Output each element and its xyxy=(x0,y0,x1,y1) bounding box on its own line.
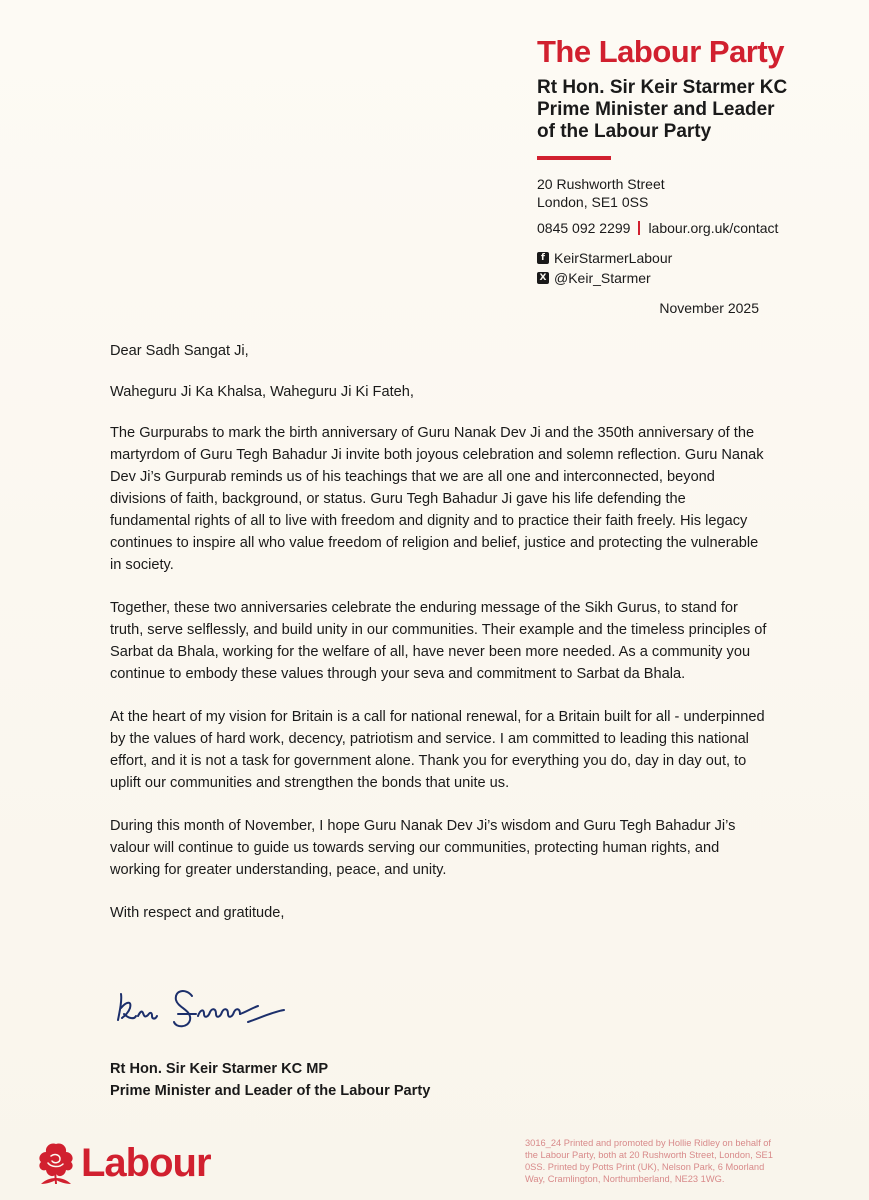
address-city: London, SE1 0SS xyxy=(537,194,649,210)
leader-title-line: Rt Hon. Sir Keir Starmer KC xyxy=(537,77,788,98)
logo-wordmark: Labour xyxy=(81,1140,211,1185)
postal-address xyxy=(537,175,665,211)
facebook-handle: KeirStarmerLabour xyxy=(554,250,673,266)
x-icon: X xyxy=(537,272,549,284)
signatory xyxy=(110,1058,430,1102)
paragraph: The Gurpurabs to mark the birth anniversary of Guru Nanak Dev Ji and the 350th anniversary of the martyrdom of Guru Tegh Bahadur Ji invite both joyous celebration and solemn reflection. Guru Nanak Dev Ji’s Gurpurab reminds us of his teachings that we are all one and interconnected, beyond divisions of faith, background, or status. Guru Tegh Bahadur Ji gave his life defending the fundamental rights of all to live with freedom and dignity and to practice their faith freely. His legacy continues to inspire all who value freedom of religion and belief, justice and protecting the vulnerable in society. xyxy=(110,425,764,573)
signature-image xyxy=(112,978,302,1038)
letterhead xyxy=(537,33,857,143)
social-links xyxy=(537,248,672,288)
leader-title xyxy=(537,77,857,143)
signatory-title: Prime Minister and Leader of the Labour Party xyxy=(110,1083,431,1099)
rose-icon xyxy=(33,1140,79,1186)
facebook-row[interactable] xyxy=(537,248,672,268)
party-name: The Labour Party xyxy=(537,34,784,69)
imprint-text: 3016_24 Printed and promoted by Hollie Ridley on behalf of the Labour Party, both at 20 Rushworth Street, London, SE1 0SS. Printed by Potts Print (UK), Nelson Park, 6 Moorland Way, Cramlington, Northumberland, NE23 1WG. xyxy=(525,1138,773,1184)
salutation: Dear Sadh Sangat Ji, xyxy=(110,343,249,359)
contact-line xyxy=(537,220,778,236)
leader-title-line: Prime Minister and Leader xyxy=(537,99,775,120)
separator xyxy=(638,221,640,235)
address-street: 20 Rushworth Street xyxy=(537,176,665,192)
x-handle: @Keir_Starmer xyxy=(554,270,651,286)
paragraph: Together, these two anniversaries celebrate the enduring message of the Sikh Gurus, to stand for truth, serve selflessly, and build unity in our communities. Their example and the timeless principles of Sarbat da Bhala, working for the welfare of all, have never been more needed. As a community you continue to embody these values through your seva and commitment to Sarbat da Bhala. xyxy=(110,600,767,682)
website-link[interactable]: labour.org.uk/contact xyxy=(648,220,779,236)
facebook-icon: f xyxy=(537,252,549,264)
paragraph: At the heart of my vision for Britain is a call for national renewal, for a Britain built for all - underpinned by the values of hard work, decency, patriotism and service. I am committed to leading this national effort, and it is not a task for government alone. Thank you for everything you do, day in day out, to uplift our communities and strengthen the bonds that unite us. xyxy=(110,709,765,791)
letter-body xyxy=(110,340,770,945)
phone-number: 0845 092 2299 xyxy=(537,220,631,236)
header-divider xyxy=(537,156,611,160)
paragraph: During this month of November, I hope Guru Nanak Dev Ji’s wisdom and Guru Tegh Bahadur Ji’s valour will continue to guide us towards serving our communities, protecting human rights, and working for greater understanding, peace, and unity. xyxy=(110,818,736,878)
signatory-name: Rt Hon. Sir Keir Starmer KC MP xyxy=(110,1061,329,1077)
labour-logo xyxy=(33,1140,211,1186)
letter-date: November 2025 xyxy=(659,300,759,316)
greeting: Waheguru Ji Ka Khalsa, Waheguru Ji Ki Fateh, xyxy=(110,384,414,400)
x-row[interactable] xyxy=(537,268,672,288)
closing: With respect and gratitude, xyxy=(110,905,285,921)
leader-title-line: of the Labour Party xyxy=(537,121,712,142)
